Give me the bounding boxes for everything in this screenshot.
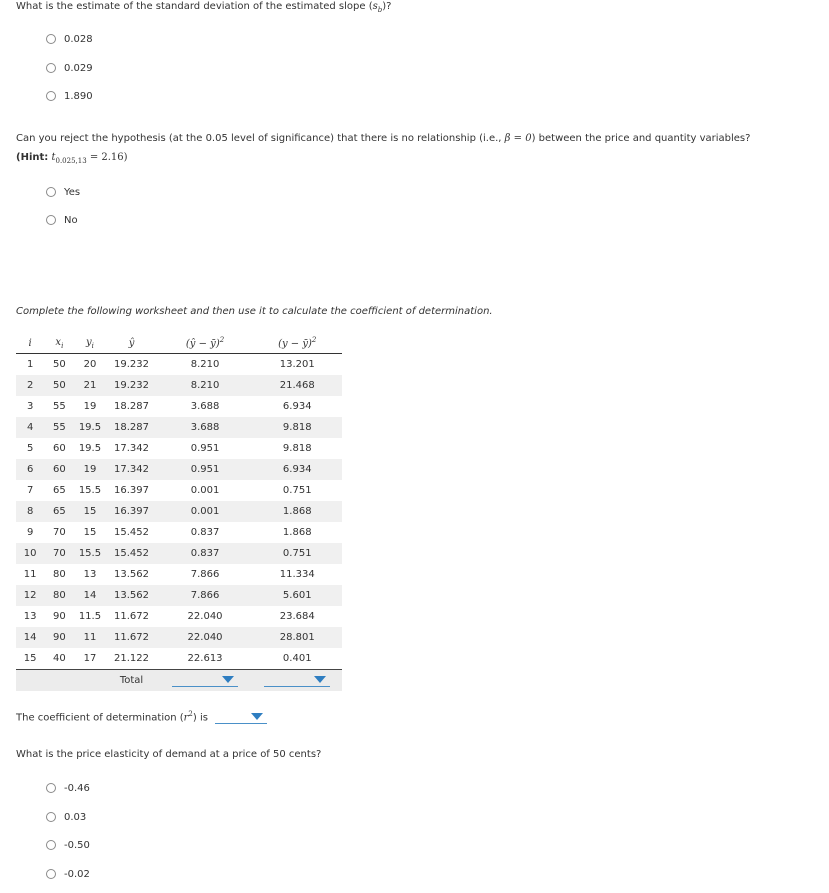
table-cell: 55 — [53, 401, 66, 412]
table-cell: 2 — [16, 375, 44, 396]
radio-button[interactable] — [46, 812, 56, 822]
table-cell: 0.401 — [282, 653, 312, 664]
table-cell: 22.040 — [187, 611, 223, 622]
table-cell: 13.562 — [105, 585, 157, 606]
table-cell: 80 — [44, 585, 74, 606]
table-row — [16, 585, 342, 606]
total-label: Total — [105, 670, 157, 692]
table-cell: 1 — [26, 359, 34, 370]
radio-button[interactable] — [46, 91, 56, 101]
r-squared-dropdown[interactable] — [215, 711, 267, 724]
table-cell: 7 — [26, 485, 34, 496]
radio-button[interactable] — [46, 187, 56, 197]
table-cell: 21.468 — [252, 375, 342, 396]
table-cell: 0.751 — [282, 485, 312, 496]
table-cell: 6.934 — [252, 459, 342, 480]
table-cell: 21 — [74, 375, 105, 396]
table-cell: 0.951 — [158, 459, 253, 480]
table-cell: 80 — [53, 569, 66, 580]
table-cell: 3.688 — [158, 417, 253, 438]
table-cell: 11.672 — [105, 627, 157, 648]
table-cell: 6.934 — [282, 401, 312, 412]
worksheet-intro: Complete the following worksheet and then use it to calculate the coefficient of determination. — [16, 306, 493, 317]
total-row — [16, 670, 342, 692]
table-cell: 13 — [83, 569, 97, 580]
table-cell: 60 — [53, 443, 66, 454]
table-cell: 60 — [44, 459, 74, 480]
option-no[interactable]: No — [46, 213, 78, 227]
header-x: $x_i$ — [44, 333, 74, 354]
table-cell: 50 — [53, 359, 66, 370]
option-q4-c[interactable]: -0.50 — [46, 838, 90, 852]
table-cell: 17.342 — [114, 443, 150, 454]
table-cell: 90 — [53, 611, 66, 622]
table-cell: 13.562 — [114, 569, 150, 580]
question-hypothesis: Can you reject the hypothesis (at the 0.05 level of significance) that there is no relationship (i.e., β = 0) between the price and quantity variables? — [16, 133, 751, 144]
table-cell: 22.040 — [158, 627, 253, 648]
table-cell: 19 — [74, 459, 105, 480]
table-cell: 5.601 — [252, 585, 342, 606]
table-cell: 11.334 — [279, 569, 315, 580]
header-y: $y_i$ — [74, 333, 105, 354]
table-cell: 28.801 — [252, 627, 342, 648]
table-cell: 14 — [74, 585, 105, 606]
radio-button[interactable] — [46, 840, 56, 850]
table-cell: 18.287 — [105, 417, 157, 438]
worksheet-table — [16, 333, 342, 691]
table-cell: 5 — [26, 443, 34, 454]
table-cell: 3 — [26, 401, 34, 412]
table-header-row — [16, 333, 342, 354]
table-cell: 4 — [16, 417, 44, 438]
table-cell: 13 — [23, 611, 37, 622]
table-row — [16, 627, 342, 648]
table-cell: 11.672 — [114, 611, 150, 622]
table-cell: 0.837 — [190, 527, 220, 538]
header-regression-ss: (ŷ − ȳ)$^2$ — [158, 333, 253, 354]
table-cell: 0.837 — [158, 543, 253, 564]
table-cell: 9.818 — [282, 443, 312, 454]
table-cell: 1.868 — [282, 527, 312, 538]
table-cell: 7.866 — [158, 585, 253, 606]
option-q4-d[interactable]: -0.02 — [46, 867, 90, 881]
option-yes[interactable]: Yes — [46, 185, 80, 199]
table-row — [16, 648, 342, 670]
radio-button[interactable] — [46, 783, 56, 793]
table-row — [16, 417, 342, 438]
table-row — [16, 480, 342, 501]
dropdown-arrow-icon — [314, 676, 326, 683]
table-row — [16, 375, 342, 396]
table-row — [16, 501, 342, 522]
question-r-squared: The coefficient of determination $(r^2)$ is — [16, 710, 267, 724]
table-cell: 15.5 — [78, 485, 102, 496]
table-row — [16, 438, 342, 459]
header-total-ss: (y − ȳ)$^2$ — [252, 333, 342, 354]
table-cell: 40 — [53, 653, 66, 664]
table-row — [16, 396, 342, 417]
table-row — [16, 564, 342, 585]
hint-text: (Hint: $t_{0.025,13} = 2.16$) — [16, 152, 128, 165]
table-cell: 14 — [16, 627, 44, 648]
table-row — [16, 354, 342, 376]
table-cell: 15 — [74, 501, 105, 522]
table-cell: 19 — [83, 401, 97, 412]
table-cell: 8 — [16, 501, 44, 522]
table-cell: 20 — [83, 359, 97, 370]
table-cell: 11 — [23, 569, 37, 580]
radio-button[interactable] — [46, 34, 56, 44]
total-regression-dropdown[interactable] — [172, 674, 238, 687]
dropdown-arrow-icon — [222, 676, 234, 683]
table-cell: 7.866 — [190, 569, 220, 580]
table-cell: 70 — [44, 543, 74, 564]
table-cell: 1.868 — [252, 501, 342, 522]
table-cell: 19.232 — [114, 359, 150, 370]
table-cell: 18.287 — [114, 401, 150, 412]
table-cell: 0.001 — [190, 485, 220, 496]
table-row — [16, 459, 342, 480]
table-cell: 17.342 — [105, 459, 157, 480]
table-row — [16, 522, 342, 543]
table-cell: 9.818 — [252, 417, 342, 438]
table-cell: 15 — [23, 653, 37, 664]
table-cell: 19.232 — [105, 375, 157, 396]
radio-button[interactable] — [46, 215, 56, 225]
table-cell: 6 — [16, 459, 44, 480]
worksheet-body — [16, 354, 342, 670]
radio-button[interactable] — [46, 63, 56, 73]
table-cell: 15.452 — [114, 527, 150, 538]
table-cell: 65 — [44, 501, 74, 522]
table-cell: 9 — [26, 527, 34, 538]
table-cell: 11.5 — [78, 611, 102, 622]
option-q1-b[interactable]: 0.029 — [46, 61, 93, 75]
table-cell: 8.210 — [158, 375, 253, 396]
table-cell: 50 — [44, 375, 74, 396]
table-cell: 90 — [44, 627, 74, 648]
table-row — [16, 543, 342, 564]
table-cell: 21.122 — [114, 653, 150, 664]
table-cell: 19.5 — [74, 417, 105, 438]
table-cell: 15.5 — [74, 543, 105, 564]
table-cell: 16.397 — [114, 485, 150, 496]
dropdown-arrow-icon — [251, 713, 263, 720]
table-cell: 15.452 — [105, 543, 157, 564]
question-slope-std: What is the estimate of the standard deviation of the estimated slope $(s_b)$? — [16, 1, 392, 14]
table-cell: 16.397 — [105, 501, 157, 522]
table-cell: 0.951 — [190, 443, 220, 454]
option-q1-a[interactable]: 0.028 — [46, 32, 93, 46]
radio-button[interactable] — [46, 869, 56, 879]
table-cell: 0.751 — [252, 543, 342, 564]
total-sst-dropdown[interactable] — [264, 674, 330, 687]
table-cell: 17 — [83, 653, 97, 664]
table-cell: 22.613 — [187, 653, 223, 664]
header-i: i — [16, 333, 44, 354]
table-cell: 23.684 — [279, 611, 315, 622]
table-cell: 19.5 — [78, 443, 102, 454]
question-elasticity: What is the price elasticity of demand at a price of 50 cents? — [16, 749, 322, 760]
option-q4-b[interactable]: 0.03 — [46, 810, 86, 824]
table-cell: 70 — [53, 527, 66, 538]
table-cell: 55 — [44, 417, 74, 438]
table-cell: 0.001 — [158, 501, 253, 522]
table-cell: 11 — [74, 627, 105, 648]
table-cell: 3.688 — [190, 401, 220, 412]
table-row — [16, 606, 342, 627]
header-yhat: ŷ — [105, 333, 157, 354]
table-cell: 12 — [16, 585, 44, 606]
table-cell: 15 — [83, 527, 97, 538]
table-cell: 65 — [53, 485, 66, 496]
option-q1-c[interactable]: 1.890 — [46, 89, 93, 103]
table-cell: 13.201 — [279, 359, 315, 370]
option-q4-a[interactable]: -0.46 — [46, 781, 90, 795]
table-cell: 10 — [16, 543, 44, 564]
table-cell: 8.210 — [190, 359, 220, 370]
